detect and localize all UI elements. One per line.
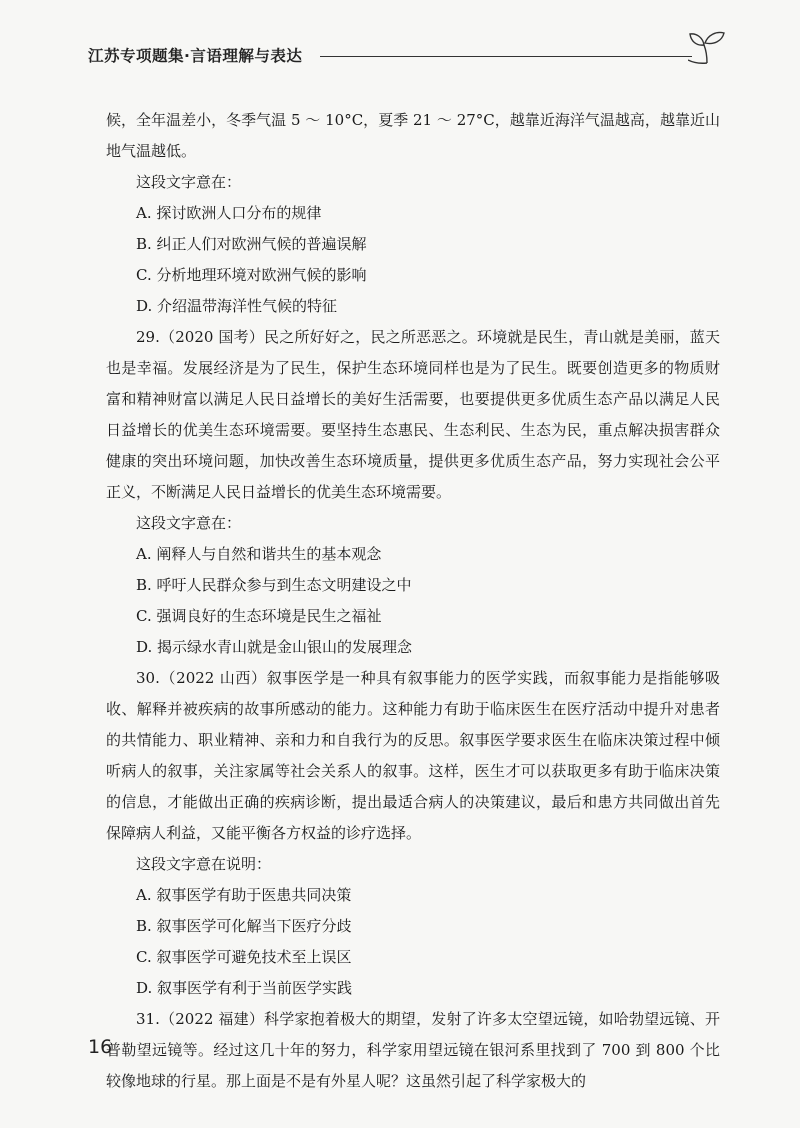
question-stem: 这段文字意在： [136,173,242,191]
paragraph: 候，全年温差小，冬季气温 5 ～ 10°C，夏季 21 ～ 27°C，越靠近海洋气温越高，越靠近山地气温越低。 [106,111,720,160]
option-c: C. 分析地理环境对欧洲气候的影响 [136,266,367,284]
option-d: D. 介绍温带海洋性气候的特征 [136,297,338,315]
question-30: 30.（2022 山西）叙事医学是一种具有叙事能力的医学实践，而叙事能力是指能够吸收、解释并被疾病的故事所感动的能力。这种能力有助于临床医生在医疗活动中提升对患者的共情能力、职业精神、亲和力和自我行为的反思。叙事医学要求医生在临床决策过程中倾听病人的叙事，关注家属等社会关系人的叙事。这样，医生才可以获取更多有助于临床决策的信息，才能做出正确的疾病诊断，提出最适合病人的决策建议，最后和患方共同做出首先保障病人利益，又能平衡各方权益的诊疗选择。 [106,669,720,842]
option-b: B. 呼吁人民群众参与到生态文明建设之中 [136,576,412,594]
header-rule [320,56,692,57]
option-c: C. 叙事医学可避免技术至上误区 [136,948,352,966]
sprout-icon [688,30,726,64]
running-header [88,42,728,72]
question-29: 29.（2020 国考）民之所好好之，民之所恶恶之。环境就是民生，青山就是美丽，蓝天也是幸福。发展经济是为了民生，保护生态环境同样也是为了民生。既要创造更多的物质财富和精神财富以满足人民日益增长的美好生活需要，也要提供更多优质生态产品以满足人民日益增长的优美生态环境需要。要坚持生态惠民、生态利民、生态为民，重点解决损害群众健康的突出环境问题，加快改善生态环境质量，提供更多优质生态产品，努力实现社会公平正义，不断满足人民日益增长的优美生态环境需要。 [106,328,720,501]
option-c: C. 强调良好的生态环境是民生之福祉 [136,607,382,625]
option-a: A. 阐释人与自然和谐共生的基本观念 [136,545,382,563]
option-d: D. 揭示绿水青山就是金山银山的发展理念 [136,638,413,656]
header-title: 江苏专项题集·言语理解与表达 [88,47,303,65]
option-b: B. 纠正人们对欧洲气候的普遍误解 [136,235,367,253]
question-stem: 这段文字意在说明： [136,855,272,873]
option-d: D. 叙事医学有利于当前医学实践 [136,979,353,997]
page-number: 16 [88,1036,113,1058]
option-a: A. 探讨欧洲人口分布的规律 [136,204,322,222]
page-body [106,105,720,1097]
question-31: 31.（2022 福建）科学家抱着极大的期望，发射了许多太空望远镜，如哈勃望远镜、开普勒望远镜等。经过这几十年的努力，科学家用望远镜在银河系里找到了 700 到 800 个比较像地球的行星。那上面是不是有外星人呢？这虽然引起了科学家极大的 [106,1010,720,1090]
option-a: A. 叙事医学有助于医患共同决策 [136,886,352,904]
option-b: B. 叙事医学可化解当下医疗分歧 [136,917,352,935]
question-stem: 这段文字意在： [136,514,242,532]
